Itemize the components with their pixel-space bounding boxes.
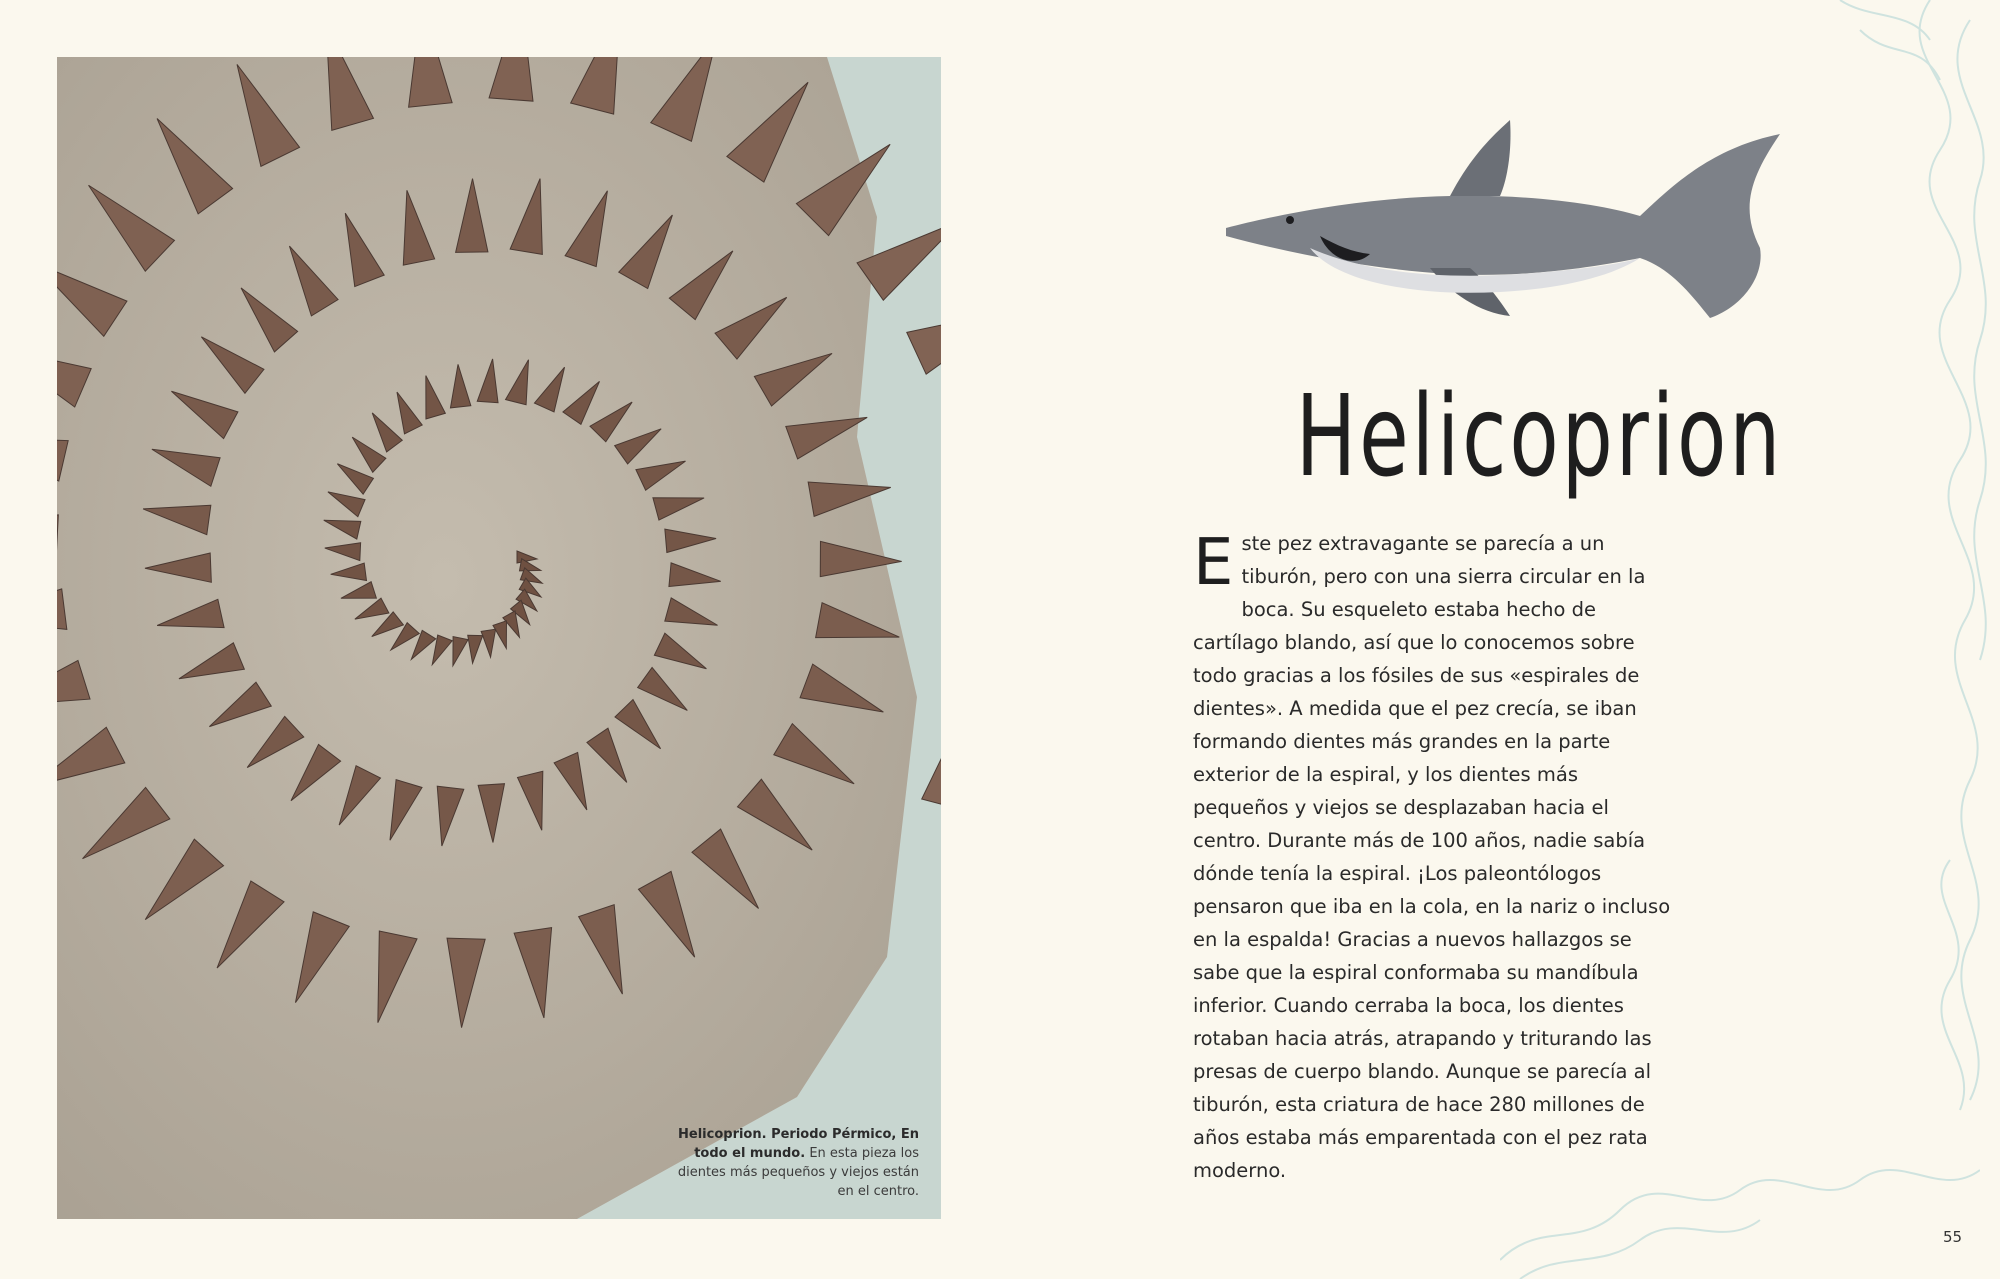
fossil-spiral-photo [57,57,941,1219]
page-title: Helicoprion [1295,372,1784,502]
photo-caption [669,1125,919,1201]
article-paragraph: ste pez extravagante se parecía a un tiburón, pero con una sierra circular en la boca. Su esqueleto estaba hecho de cartílago blando, así que lo conocemos sobre todo gracias a los fósiles de sus «espirales de dientes». A medida que el pez crecía, se iban formando dientes más grandes en la parte exterior de la espiral, y los dientes más pequeños y viejos se desplazaban hacia el centro. Durante más de 100 años, nadie sabía dónde tenía la espiral. ¡Los paleontólogos pensaron que iba en la cola, en la nariz o incluso en la espalda! Gracias a nuevos hallazgos se sabe que la espiral conformaba su mandíbula inferior. Cuando cerraba la boca, los dientes rotaban hacia atrás, atrapando y triturando las presas de cuerpo blando. Aunque se parecía al tiburón, esta criatura de hace 280 millones de años estaba más emparentada con el pez rata moderno. [1193,532,1671,1182]
caption-text: En esta pieza los dientes más pequeños y viejos están en el centro. [677,1146,919,1199]
article-body [1193,527,1673,1187]
caption-title: Helicoprion. Periodo Pérmico, En todo el mundo. [678,1127,919,1161]
page-number: 55 [1943,1228,1963,1246]
fossil-photo-panel [57,57,941,1219]
drop-cap: E [1193,526,1234,600]
shark-illustration-icon [1220,118,1790,328]
